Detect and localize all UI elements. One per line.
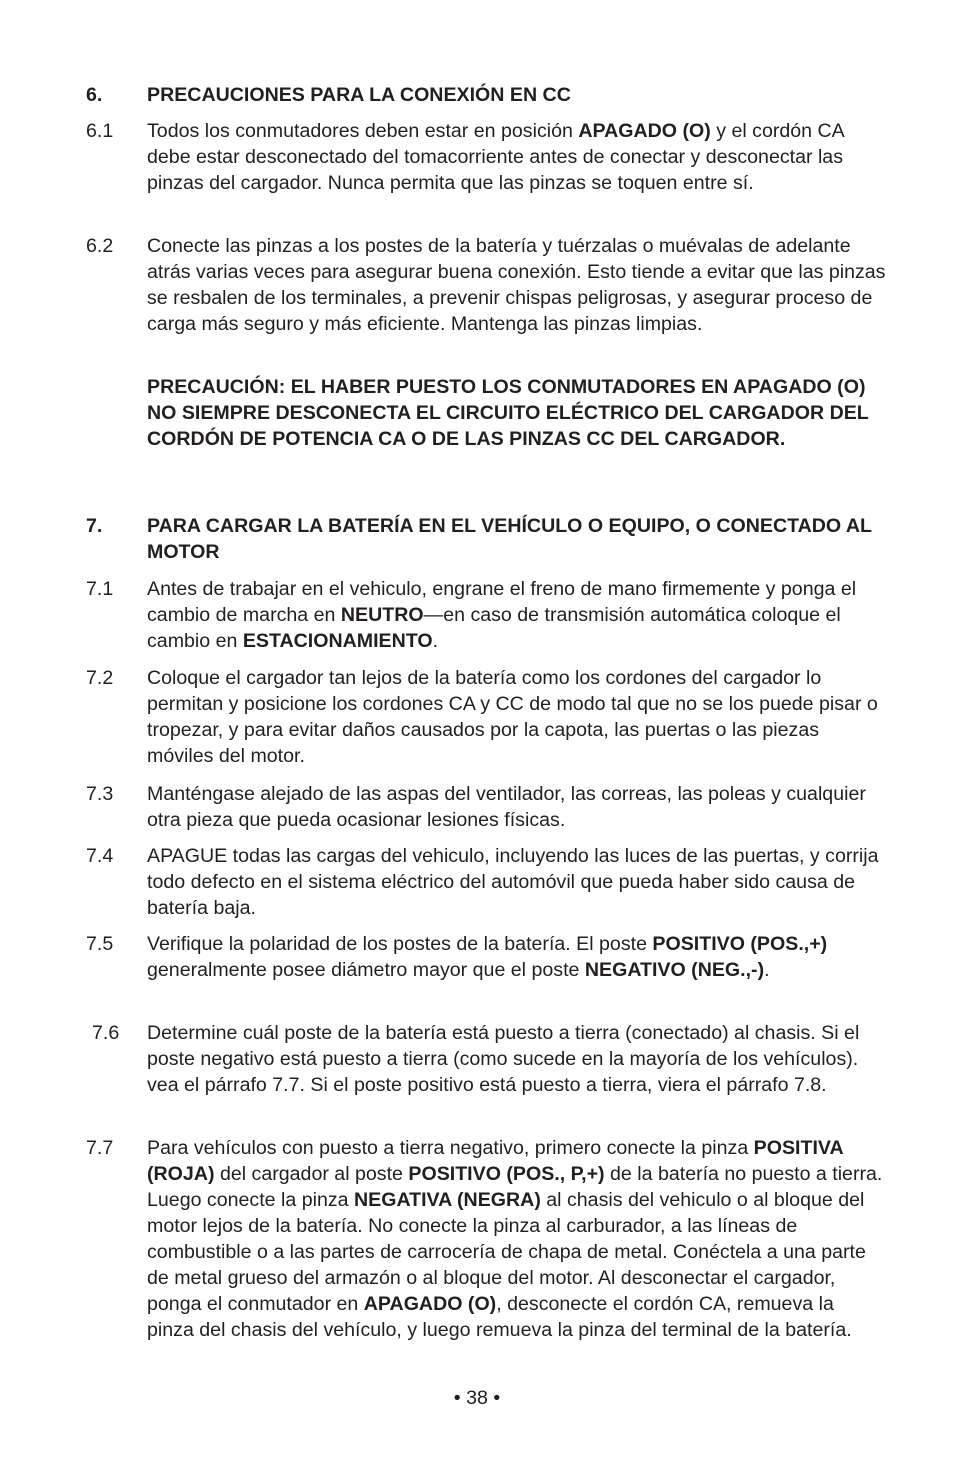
paragraph-number: 7.7 <box>86 1137 114 1159</box>
bold-term: NEGATIVA (NEGRA) <box>353 1189 541 1211</box>
paragraph-text: APAGUE todas las cargas del vehiculo, incluyendo las luces de las puertas, y corrija todo defecto en el sistema eléctrico del automóvil que pueda haber sido causa de batería baja. <box>147 845 879 919</box>
section-title: PARA CARGAR LA BATERÍA EN EL VEHÍCULO O EQUIPO, O CONECTADO AL MOTOR <box>147 515 872 563</box>
bold-term: APAGADO (O) <box>578 120 711 142</box>
text-run: al chasis del vehiculo o al bloque del motor lejos de la batería. No conecte la pinza al carburador, a las líneas de combustible o a las partes de carrocería de chapa de metal. Conéctela a una parte de metal grueso del armazón o al bloque del motor. Al desconectar el cargador, ponga el conmutador en <box>147 1189 866 1315</box>
text-run: del cargador al poste <box>214 1163 409 1185</box>
text-run: y el cordón CA debe estar desconectado del tomacorriente antes de conectar y desconectar las pinzas del cargador. Nunca permita que las pinzas se toquen entre sí. <box>147 120 844 194</box>
paragraph-text: Coloque el cargador tan lejos de la batería como los cordones del cargador lo permitan y posicione los cordones CA y CC de modo tal que no se los puede pisar o tropezar, y para evitar daños causados por la capota, las puertas o las piezas móviles del motor. <box>147 667 878 767</box>
text-run: . <box>432 630 439 652</box>
text-run: Antes de trabajar en el vehiculo, engrane el freno de mano firmemente y ponga el cambio de marcha en <box>147 578 857 626</box>
section-7-heading <box>86 513 886 565</box>
paragraph-text <box>147 118 886 196</box>
section-number: 6. <box>86 84 103 106</box>
text-run: Verifique la polaridad de los postes de la batería. El poste <box>147 933 653 955</box>
paragraph-number: 6.2 <box>86 235 114 257</box>
text-run: de la batería no puesto a tierra. Luego conecte la pinza <box>147 1163 883 1211</box>
paragraph-7-1 <box>86 576 886 654</box>
paragraph-number: 7.3 <box>86 783 114 805</box>
paragraph-number: 7.6 <box>92 1022 120 1044</box>
paragraph-number: 6.1 <box>86 120 114 142</box>
paragraph-text: Manténgase alejado de las aspas del ventilador, las correas, las poleas y cualquier otra pieza que pueda ocasionar lesiones físicas. <box>147 783 866 831</box>
bold-term: POSITIVO (POS., P,+) <box>408 1163 605 1185</box>
paragraph-7-5 <box>86 931 886 983</box>
paragraph-6-2 <box>86 233 886 337</box>
bold-term: POSITIVA (ROJA) <box>147 1137 843 1185</box>
paragraph-7-2 <box>86 665 886 769</box>
page-number: • 38 • <box>453 1387 501 1409</box>
section-number: 7. <box>86 515 103 537</box>
caution-text: PRECAUCIÓN: EL HABER PUESTO LOS CONMUTADORES EN APAGADO (O) NO SIEMPRE DESCONECTA EL CIRCUITO ELÉCTRICO DEL CARGADOR DEL CORDÓN DE POTENCIA CA O DE LAS PINZAS CC DEL CARGADOR. <box>147 376 869 450</box>
paragraph-7-4 <box>86 843 886 921</box>
paragraph-text <box>147 931 886 983</box>
paragraph-number: 7.4 <box>86 845 114 867</box>
text-run: , desconecte el cordón CA, remueva la pinza del chasis del vehículo, y luego remueva la pinza del terminal de la batería. <box>147 1293 852 1341</box>
section-title: PRECAUCIONES PARA LA CONEXIÓN EN CC <box>147 84 571 106</box>
bold-term: NEGATIVO (NEG.,-) <box>584 959 765 981</box>
paragraph-text: Determine cuál poste de la batería está puesto a tierra (conectado) al chasis. Si el poste negativo está puesto a tierra (como sucede en la mayoría de los vehículos). vea el párrafo 7.7. Si el poste positivo está puesto a tierra, viera el párrafo 7.8. <box>147 1022 860 1096</box>
paragraph-7-7 <box>86 1135 886 1343</box>
caution-notice <box>86 374 886 452</box>
text-run: Para vehículos con puesto a tierra negativo, primero conecte la pinza <box>147 1137 754 1159</box>
text-run: Todos los conmutadores deben estar en posición <box>147 120 579 142</box>
paragraph-text: Conecte las pinzas a los postes de la batería y tuérzalas o muévalas de adelante atrás varias veces para asegurar buena conexión. Esto tiende a evitar que las pinzas se resbalen de los terminales, a prevenir chispas peligrosas, y asegurar proceso de carga más seguro y más eficiente. Mantenga las pinzas limpias. <box>147 235 886 335</box>
text-run: . <box>764 959 770 981</box>
paragraph-6-1 <box>86 118 886 196</box>
bold-term: POSITIVO (POS.,+) <box>652 933 828 955</box>
paragraph-7-3 <box>86 781 886 833</box>
text-run: —en caso de transmisión automática coloque el cambio en <box>147 604 841 652</box>
paragraph-text <box>147 576 886 654</box>
paragraph-number: 7.1 <box>86 578 114 600</box>
text-run: generalmente posee diámetro mayor que el poste <box>147 959 585 981</box>
bold-term: ESTACIONAMIENTO <box>242 630 433 652</box>
bold-term: NEUTRO <box>340 604 424 626</box>
paragraph-number: 7.5 <box>86 933 114 955</box>
bold-term: APAGADO (O) <box>363 1293 497 1315</box>
paragraph-number: 7.2 <box>86 667 114 689</box>
paragraph-text <box>147 1135 886 1343</box>
section-6-heading <box>86 82 886 108</box>
paragraph-7-6 <box>86 1020 886 1098</box>
